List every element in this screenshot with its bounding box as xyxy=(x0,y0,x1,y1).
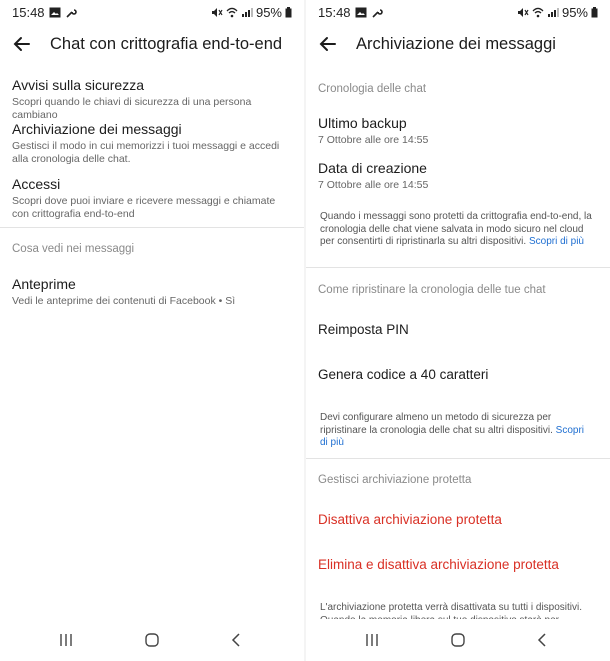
delete-disable-storage-button[interactable]: Elimina e disattiva archiviazione protetta xyxy=(318,557,559,572)
back-nav-icon[interactable] xyxy=(228,631,246,649)
divider xyxy=(306,267,610,268)
battery-icon xyxy=(285,7,292,18)
photo-icon xyxy=(355,7,367,18)
item-title: Archiviazione dei messaggi xyxy=(12,121,182,137)
item-title: Accessi xyxy=(12,176,61,192)
note-text: Quando i messaggi sono protetti da crittografia end-to-end, la cronologia delle chat viene salvata in modo sicuro nel cloud per consentirti di ripristinarla su altri dispositivi. xyxy=(320,211,592,247)
item-subtitle: Scopri quando le chiavi di sicurezza di una persona cambiano xyxy=(12,96,252,121)
recents-icon[interactable] xyxy=(57,631,75,649)
back-arrow-icon[interactable] xyxy=(318,34,338,54)
right-screen xyxy=(306,0,610,661)
item-title: Data di creazione xyxy=(318,160,427,176)
backup-info-note xyxy=(320,211,594,249)
status-bar xyxy=(306,0,610,26)
nav-bar xyxy=(0,619,304,661)
note-text: Devi configurare almeno un metodo di sicurezza per ripristinare la cronologia delle chat su altri dispositivi. xyxy=(320,412,553,436)
wifi-icon xyxy=(226,7,238,18)
battery-percent: 95% xyxy=(561,5,588,20)
disable-info-note: L'archiviazione protetta verrà disattivata su tutti i dispositivi. xyxy=(320,602,583,613)
item-subtitle: 7 Ottobre alle ore 14:55 xyxy=(318,134,429,146)
item-title: Avvisi sulla sicurezza xyxy=(12,77,145,93)
app-bar xyxy=(0,30,304,60)
previews-item[interactable] xyxy=(12,275,292,308)
signal-icon xyxy=(547,7,559,18)
wrench-icon xyxy=(65,7,77,18)
status-bar xyxy=(0,0,304,26)
signal-icon xyxy=(241,7,253,18)
section-header: Gestisci archiviazione protetta xyxy=(318,474,472,486)
mute-icon xyxy=(211,7,223,18)
wifi-icon xyxy=(532,7,544,18)
page-title: Archiviazione dei messaggi xyxy=(356,35,556,53)
item-subtitle: Scopri dove puoi inviare e ricevere messaggi e chiamate con crittografia end-to-end xyxy=(12,195,276,220)
item-title: Ultimo backup xyxy=(318,115,407,131)
home-icon[interactable] xyxy=(449,631,467,649)
item-subtitle: Vedi le anteprime dei contenuti di Facebook • Sì xyxy=(12,295,236,307)
back-nav-icon[interactable] xyxy=(534,631,552,649)
back-arrow-icon[interactable] xyxy=(12,34,32,54)
nav-bar xyxy=(306,619,610,661)
learn-more-link[interactable]: Scopri di più xyxy=(528,236,584,247)
section-header: Cronologia delle chat xyxy=(318,83,427,95)
logins-item[interactable] xyxy=(12,175,292,221)
photo-icon xyxy=(49,7,61,18)
battery-icon xyxy=(591,7,598,18)
disable-protected-storage-button[interactable]: Disattiva archiviazione protetta xyxy=(318,512,502,527)
creation-date-item xyxy=(318,159,598,192)
wrench-icon xyxy=(371,7,383,18)
recents-icon[interactable] xyxy=(363,631,381,649)
learn-more-link[interactable]: Scopri di più xyxy=(320,424,585,448)
app-bar xyxy=(306,30,610,60)
page-title: Chat con crittografia end-to-end xyxy=(50,35,283,53)
item-subtitle: Gestisci il modo in cui memorizzi i tuoi messaggi e accedi alla cronologia delle chat. xyxy=(12,140,280,165)
home-icon[interactable] xyxy=(143,631,161,649)
left-screen xyxy=(0,0,304,661)
battery-percent: 95% xyxy=(255,5,282,20)
last-backup-item xyxy=(318,114,598,147)
security-alerts-item[interactable] xyxy=(12,76,292,122)
generate-code-button[interactable]: Genera codice a 40 caratteri xyxy=(318,367,489,382)
mute-icon xyxy=(517,7,529,18)
item-title: Anteprime xyxy=(12,276,76,292)
section-header: Come ripristinare la cronologia delle tue chat xyxy=(318,284,546,296)
status-time: 15:48 xyxy=(12,5,45,20)
status-time: 15:48 xyxy=(318,5,351,20)
message-storage-item[interactable] xyxy=(12,120,292,166)
divider xyxy=(306,458,610,459)
reset-pin-button[interactable]: Reimposta PIN xyxy=(318,322,409,337)
security-method-note xyxy=(320,412,594,450)
section-header: Cosa vedi nei messaggi xyxy=(12,243,135,255)
item-subtitle: 7 Ottobre alle ore 14:55 xyxy=(318,179,429,191)
divider xyxy=(0,227,304,228)
